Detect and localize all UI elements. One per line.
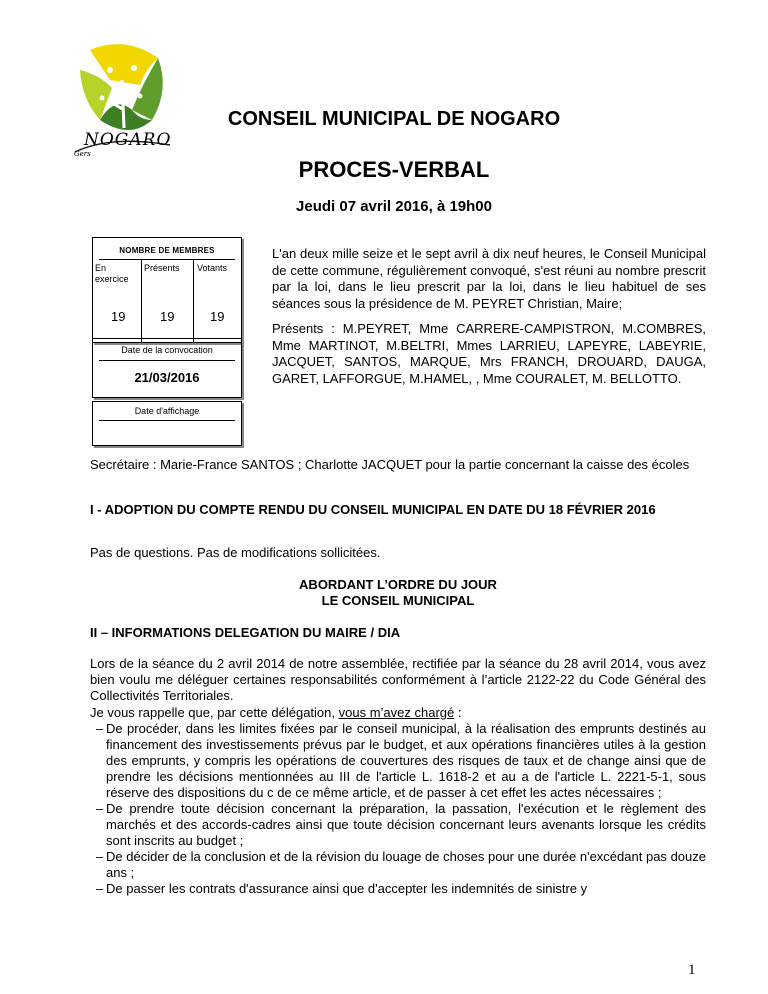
col-en-exercice-label: En exercice xyxy=(95,263,129,284)
ordre-du-jour-line2: LE CONSEIL MUNICIPAL xyxy=(321,593,475,608)
section-2-text: Lors de la séance du 2 avril 2014 de notre assemblée, rectifiée par la séance du 28 avril 2014, vous avez bien voulu me déléguer certaines responsabilités conformément à l’article 2122-22 du Code Général des Collectivités Territoriales. xyxy=(90,656,706,703)
votants-value: 19 xyxy=(210,309,225,324)
intro-paragraph: L'an deux mille seize et le sept avril à dix neuf heures, le Conseil Municipal de cette commune, régulièrement convoqué, s'est réuni au nombre prescrit par la loi, dans le lieu prescrit par la loi, dans le lieu habituel de ses séances sous la présidence de M. PEYRET Christian, Maire; xyxy=(272,246,706,311)
delegation-block xyxy=(90,705,706,897)
list-item: – De passer les contrats d'assurance ainsi que d'accepter les indemnités de sinistre y xyxy=(90,881,706,897)
secretaire-paragraph: Secrétaire : Marie-France SANTOS ; Charlotte JACQUET pour la partie concernant la caisse des écoles xyxy=(90,457,690,472)
document-title: CONSEIL MUNICIPAL DE NOGARO xyxy=(227,108,561,130)
section-2-heading: II – INFORMATIONS DELEGATION DU MAIRE / DIA xyxy=(90,625,401,640)
list-item: – De décider de la conclusion et de la révision du louage de choses pour une durée n'excédant pas douze ans ; xyxy=(90,849,706,881)
section-1-heading: I - ADOPTION DU COMPTE RENDU DU CONSEIL MUNICIPAL EN DATE DU 18 FÉVRIER 2016 xyxy=(90,502,656,517)
affichage-box xyxy=(92,401,242,446)
en-exercice-value: 19 xyxy=(111,309,126,324)
convocation-date: 21/03/2016 xyxy=(134,370,200,385)
presents-value: 19 xyxy=(160,309,175,324)
convocation-label: Date de la convocation xyxy=(121,345,213,355)
rappel-underlined: vous m’avez chargé xyxy=(338,705,455,720)
nogaro-logo xyxy=(70,40,180,165)
col-presents-label: Présents xyxy=(144,263,180,273)
ordre-du-jour-line1: ABORDANT L’ORDRE DU JOUR xyxy=(299,577,497,592)
document-subtitle: PROCES-VERBAL xyxy=(298,157,490,182)
delegation-list xyxy=(90,721,706,897)
rappel-line: Je vous rappelle que, par cette délégation, vous m’avez chargé : xyxy=(90,705,462,720)
section-1-text: Pas de questions. Pas de modifications sollicitées. xyxy=(90,545,381,560)
convocation-box xyxy=(92,338,242,398)
presents-paragraph: Présents : M.PEYRET, Mme CARRERE-CAMPISTRON, M.COMBRES, Mme MARTINOT, M.BELTRI, Mmes LARRIEU, LAPEYRE, LABEYRIE, JACQUET, SANTOS, MARQUE, Mrs FRANCH, DROUARD, DAUGA, GARET, LAFFORGUE, M.HAMEL, , Mme COURALET, M. BELLOTTO. xyxy=(272,321,706,386)
affichage-label: Date d'affichage xyxy=(134,406,200,416)
logo-wordmark: NOGARO xyxy=(84,130,172,150)
meeting-date: Jeudi 07 avril 2016, à 19h00 xyxy=(296,198,492,215)
col-votants-label: Votants xyxy=(197,263,228,273)
members-box-title: NOMBRE DE MEMBRES xyxy=(119,246,215,255)
page-number: 1 xyxy=(688,962,696,978)
list-item: – De procéder, dans les limites fixées par le conseil municipal, à la réalisation des emprunts destinés au financement des investissements prévus par le budget, et aux opérations financières utiles à la gestion des emprunts, y compris les opérations de couvertures des risques de taux et de change ainsi que de prendre les décisions mentionnées au III de l'article L. 1618-2 et au a de l'article L. 2221-5-1, sous réserve des dispositions du c de ce même article, et de passer à cet effet les actes nécessaires ; xyxy=(90,721,706,801)
list-item: – De prendre toute décision concernant la préparation, la passation, l'exécution et le règlement des marchés et des accords-cadres ainsi que toute décision concernant leurs avenants lorsque les crédits sont inscrits au budget ; xyxy=(90,801,706,849)
logo-sub: Gers xyxy=(74,150,91,158)
members-count-box xyxy=(92,237,242,343)
